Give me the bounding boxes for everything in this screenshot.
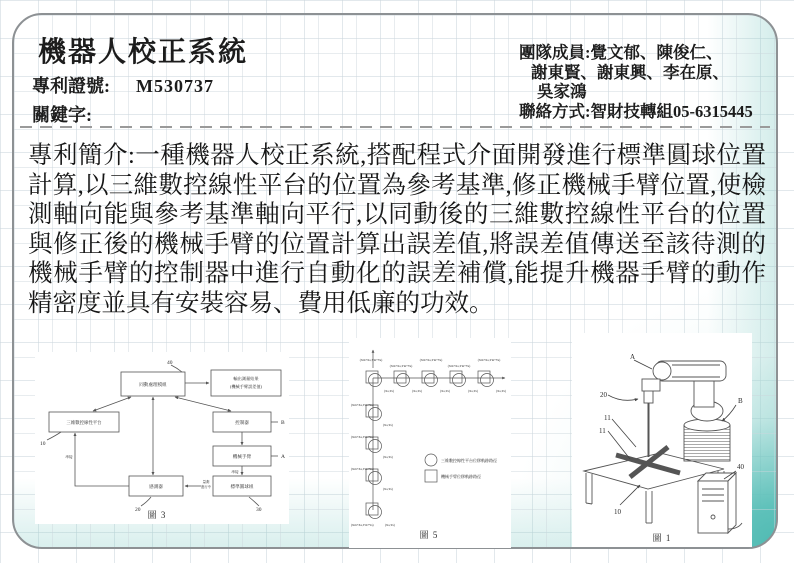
fig5-coord: (Xm+Xa,Ym+Ya) bbox=[351, 523, 374, 527]
fig3-sensor-label: 感測器 bbox=[149, 484, 163, 489]
fig5-coord: (Xm+Xa,Ym+Ya) bbox=[351, 467, 374, 471]
fig5-coord: (Xm+Xa,Ym+Ya) bbox=[359, 358, 383, 362]
fig5-coord: (Xa,Ya) bbox=[383, 423, 393, 427]
patent-label: 專利證號: bbox=[32, 76, 110, 96]
fig3-output-label-2: (機械手臂誤差值) bbox=[229, 384, 263, 389]
fig1-label-20: 20 bbox=[600, 391, 607, 399]
fig5-coord: (Xm+Xa,Ym+Ya) bbox=[351, 435, 374, 439]
figure1-robot-drawing bbox=[572, 333, 752, 547]
fig1-label-11: 11 bbox=[604, 414, 611, 422]
fig3-ref-10: 10 bbox=[40, 441, 46, 447]
fig3-proc-label: 同動處理模組 bbox=[139, 382, 167, 387]
contact-line: 聯絡方式:智財技轉組05-6315445 bbox=[519, 101, 753, 121]
dashed-divider bbox=[20, 126, 770, 128]
fig3-link-label-right: 串接 bbox=[231, 470, 239, 474]
fig1-label-B: B bbox=[738, 397, 743, 405]
fig3-ref-40: 40 bbox=[167, 360, 173, 366]
team-members-line: 團隊成員:覺文郁、陳俊仁、 bbox=[519, 43, 723, 62]
figure5-trajectory-diagram bbox=[349, 338, 511, 548]
fig5-legend-circle-label: 三維數控線性平台位移軌跡路徑 bbox=[441, 458, 497, 463]
fig5-coord: (Xa,Ya) bbox=[468, 389, 478, 393]
fig5-coord: (Xa,Ya) bbox=[412, 389, 422, 393]
team-members-line: 吳家鴻 bbox=[537, 82, 587, 101]
fig5-coord: (Xa,Ya) bbox=[384, 389, 394, 393]
fig3-arm-label: 機械手臂 bbox=[232, 454, 252, 459]
fig3-ref-A: A bbox=[281, 454, 285, 460]
fig5-coord: (Xm+Xa,Ym+Ya) bbox=[477, 358, 501, 362]
fig3-platform-label: 三維數控線性平台 bbox=[66, 420, 102, 425]
patent-abstract: 專利簡介:一種機器人校正系統,搭配程式介面開發進行標準圓球位置計算,以三維數控線性平台的位置為參考基準,修正機械手臂位置,使檢測軸向能與參考基準軸向平行,以同動後的三維數控線性平台的位置與修正後的機械手臂的位置計算出誤差值,將誤差值傳送至該待測的機械手臂的控制器中進行自動化的誤差補償,能提升機器手臂的動作精密度並具有安裝容易、費用低廉的功效。 bbox=[28, 142, 766, 317]
keywords-row bbox=[32, 101, 92, 127]
team-members-line: 謝東賢、謝東興、李在原、 bbox=[531, 62, 729, 82]
fig3-ref-B: B bbox=[281, 420, 285, 426]
fig5-coord: (Xa,Ya) bbox=[440, 389, 450, 393]
fig3-link-label-left: 串接 bbox=[65, 455, 73, 459]
fig5-coord: (Xa,Ya) bbox=[496, 389, 506, 393]
fig5-coord: (Xm+Xa,Ym+Ya) bbox=[447, 364, 471, 368]
fig5-coord: (Xm+Xa,Ym+Ya) bbox=[419, 358, 443, 362]
poster-page bbox=[12, 13, 778, 549]
team-contact-block bbox=[519, 43, 781, 121]
patent-number-row bbox=[32, 72, 214, 98]
fig3-measure-label-2: 進行中 bbox=[200, 485, 212, 489]
figure5-panel bbox=[349, 338, 511, 548]
keywords-label: 關鍵字: bbox=[32, 105, 92, 125]
fig5-coord: (Xa,Ya) bbox=[385, 523, 395, 527]
fig5-coord: (Xa,Ya) bbox=[383, 487, 393, 491]
fig1-label-40: 40 bbox=[737, 463, 744, 471]
fig1-label-A: A bbox=[630, 353, 636, 361]
fig5-coord: (Xm+Xa,Ym+Ya) bbox=[351, 403, 374, 407]
fig3-measure-label-1: 量測 bbox=[202, 480, 210, 484]
page-title: 機器人校正系統 bbox=[38, 37, 249, 68]
fig5-coord: (Xm+Xa,Ym+Ya) bbox=[389, 364, 413, 368]
fig1-label-10: 10 bbox=[614, 508, 621, 516]
fig3-ball-label: 標準圓球組 bbox=[230, 484, 254, 489]
fig1-label-11: 11 bbox=[599, 427, 606, 435]
fig3-controller-label: 控制器 bbox=[235, 420, 249, 425]
fig1-caption: 圖 1 bbox=[652, 533, 672, 543]
fig5-caption: 圖 5 bbox=[419, 530, 439, 540]
figure1-panel bbox=[572, 333, 752, 547]
figure3-panel bbox=[35, 352, 289, 524]
fig3-output-label-1: 輸出測量結果 bbox=[233, 376, 259, 381]
fig5-coord: (Xa,Ya) bbox=[383, 455, 393, 459]
fig3-ref-20: 20 bbox=[135, 507, 141, 513]
fig3-caption: 圖 3 bbox=[147, 510, 167, 520]
patent-number: M530737 bbox=[136, 76, 214, 96]
fig3-ref-30: 30 bbox=[256, 507, 262, 513]
fig5-legend-square-label: 機械手臂位移軌跡路徑 bbox=[441, 474, 481, 479]
figure3-flowchart bbox=[35, 352, 289, 524]
